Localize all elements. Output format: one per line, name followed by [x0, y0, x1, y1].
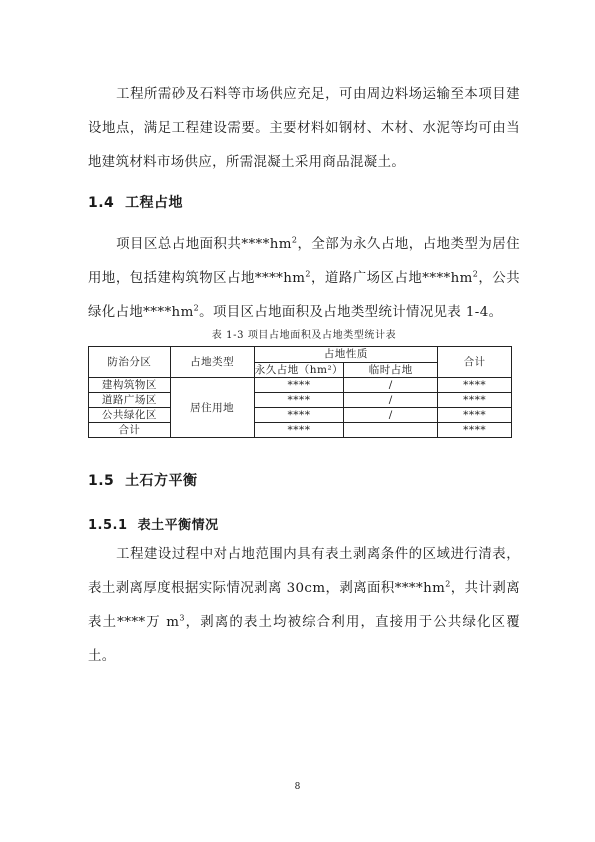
- cell-permanent: ****: [254, 393, 344, 408]
- topsoil-text-1: 工程建设过程中对占地范围内具有表土剥离条件的区域进行清表，表土剥离厚度根据实际情况剥离 30cm，剥离面积****hm: [88, 547, 520, 596]
- superscript: 2: [472, 269, 479, 279]
- header-temporary: 临时占地: [344, 362, 438, 378]
- cell-permanent: ****: [254, 378, 344, 393]
- topsoil-text-2: ，共计剥离表土****万 m: [88, 581, 520, 630]
- table-header-row: [89, 347, 512, 363]
- paragraph-materials-text: 工程所需砂及石料等市场供应充足，可由周边料场运输至本项目建设地点，满足工程建设需要。主要材料如钢材、木材、水泥等均可由当地建筑材料市场供应，所需混凝土采用商品混凝土。: [88, 87, 520, 170]
- land-use-text-4: ，公共绿化占地****hm: [88, 271, 521, 320]
- superscript: 3: [179, 613, 185, 623]
- header-permanent: 永久占地（hm²）: [254, 363, 344, 376]
- paragraph-topsoil: [88, 538, 520, 674]
- header-land-nature: 占地性质: [254, 347, 438, 363]
- section-title: 土石方平衡: [125, 473, 198, 489]
- land-use-text-1: 项目区总占地面积共****hm: [116, 237, 292, 252]
- paragraph-materials: [88, 78, 520, 180]
- table-row: [89, 393, 512, 408]
- cell-zone: 建构筑物区: [89, 378, 171, 393]
- land-use-text-2: ，全部为永久占地，占地类型为居住用地，包括建构筑物区占地****hm: [88, 237, 520, 286]
- superscript: 2: [291, 235, 298, 245]
- table-sum-row: [89, 423, 512, 438]
- page-number: 8: [294, 782, 301, 792]
- paragraph-land-use: [88, 228, 520, 330]
- subsection-title: 表土平衡情况: [137, 518, 219, 533]
- header-total: 合计: [438, 347, 512, 378]
- land-use-table: [88, 346, 512, 438]
- header-zone: 防治分区: [89, 347, 171, 378]
- cell-sum-total: ****: [438, 423, 512, 438]
- cell-zone: 道路广场区: [89, 393, 171, 408]
- land-use-text-5: 。项目区占地面积及占地类型统计情况见表 1-4。: [199, 305, 503, 320]
- header-land-type: 占地类型: [170, 347, 254, 378]
- land-use-text-3: ，道路广场区占地****hm: [310, 271, 473, 286]
- section-title: 工程占地: [125, 195, 184, 211]
- subsection-heading-1-5-1: [88, 514, 219, 533]
- cell-sum-permanent: ****: [254, 423, 344, 438]
- cell-temporary: /: [344, 393, 438, 408]
- cell-temporary: /: [344, 378, 438, 393]
- cell-temporary: /: [344, 408, 438, 423]
- table-row: [89, 378, 512, 393]
- table-row: [89, 408, 512, 423]
- superscript: 2: [445, 579, 451, 589]
- section-heading-1-5: [88, 470, 198, 490]
- section-number: 1.4: [88, 195, 115, 211]
- topsoil-text-3: ，剥离的表土均被综合利用，直接用于公共绿化区覆土。: [88, 615, 520, 664]
- cell-permanent: ****: [254, 408, 344, 423]
- cell-zone: 公共绿化区: [89, 408, 171, 423]
- superscript: 2: [193, 303, 200, 313]
- cell-total: ****: [438, 393, 512, 408]
- section-number: 1.5: [88, 473, 115, 489]
- cell-total: ****: [438, 378, 512, 393]
- cell-sum-label: 合计: [89, 423, 171, 438]
- cell-sum-temporary: [344, 423, 438, 438]
- subsection-number: 1.5.1: [88, 518, 128, 533]
- cell-total: ****: [438, 408, 512, 423]
- table-caption: 表 1-3 项目占地面积及占地类型统计表: [211, 330, 397, 341]
- section-heading-1-4: [88, 192, 183, 212]
- superscript: 2: [305, 269, 311, 279]
- cell-land-type: 居住用地: [170, 378, 254, 438]
